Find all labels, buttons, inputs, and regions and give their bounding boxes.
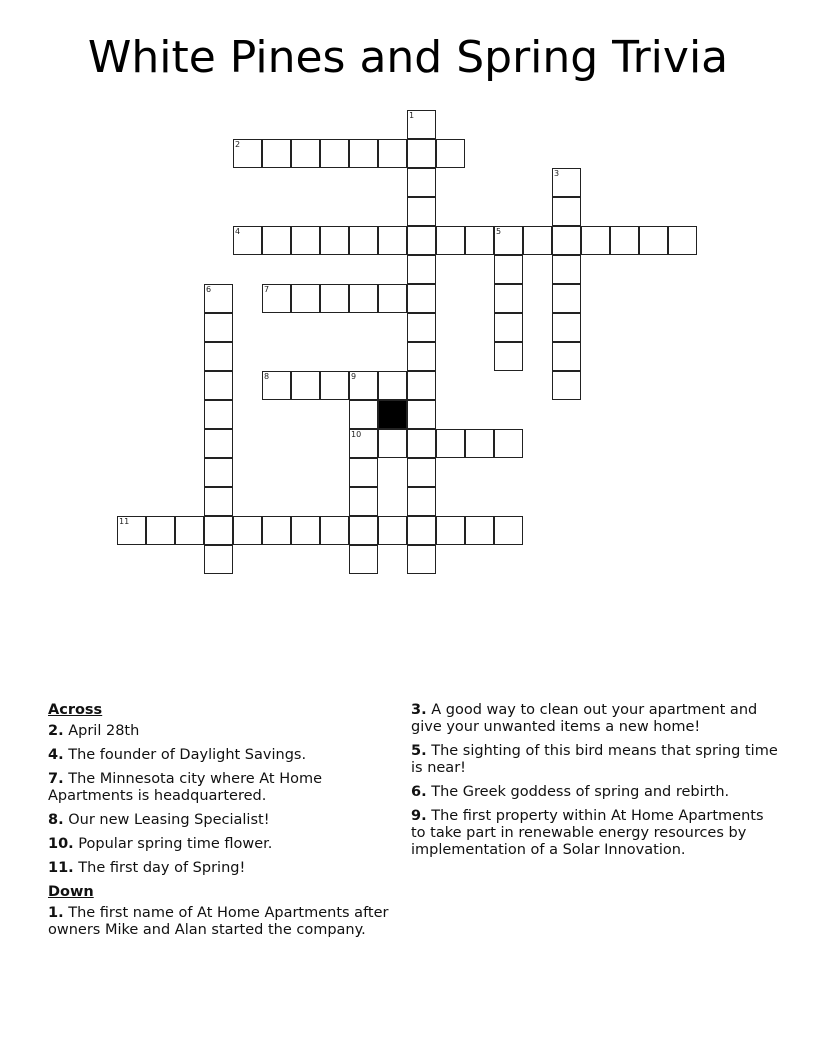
clue-across-4 <box>48 747 398 764</box>
clue-text: Popular spring time flower. <box>73 836 273 852</box>
grid-cell[interactable] <box>552 255 581 284</box>
grid-cell[interactable] <box>465 226 494 255</box>
grid-cell[interactable] <box>349 429 378 458</box>
grid-cell[interactable] <box>407 458 436 487</box>
cell-number: 7 <box>264 285 270 294</box>
clues-right-column <box>411 702 781 866</box>
grid-cell[interactable] <box>262 516 291 545</box>
grid-cell[interactable] <box>291 371 320 400</box>
clue-text: The first property within At Home Apartments to take part in renewable energy resources by implementation of a Solar Innovation. <box>411 808 764 858</box>
grid-cell[interactable] <box>407 226 436 255</box>
grid-cell[interactable] <box>552 313 581 342</box>
grid-cell[interactable] <box>407 168 436 197</box>
clue-down-1 <box>48 905 398 939</box>
grid-cell[interactable] <box>175 516 204 545</box>
clue-number: 11. <box>48 860 74 876</box>
clue-number: 6. <box>411 784 427 800</box>
grid-cell[interactable] <box>349 139 378 168</box>
grid-cell[interactable] <box>204 400 233 429</box>
grid-cell[interactable] <box>552 342 581 371</box>
grid-cell[interactable] <box>204 371 233 400</box>
clue-down-9 <box>411 808 781 859</box>
clue-number: 2. <box>48 723 64 739</box>
grid-cell[interactable] <box>494 226 523 255</box>
clue-down-3 <box>411 702 781 736</box>
clue-text: April 28th <box>63 723 140 739</box>
grid-cell[interactable] <box>378 226 407 255</box>
grid-cell[interactable] <box>349 371 378 400</box>
across-heading: Across <box>48 702 103 718</box>
clue-text: The Greek goddess of spring and rebirth. <box>426 784 730 800</box>
grid-cell[interactable] <box>262 284 291 313</box>
grid-cell[interactable] <box>320 371 349 400</box>
grid-cell[interactable] <box>407 255 436 284</box>
clue-text: The Minnesota city where At Home Apartments is headquartered. <box>48 771 323 804</box>
grid-cell[interactable] <box>407 545 436 574</box>
grid-cell[interactable] <box>349 458 378 487</box>
down-heading: Down <box>48 884 94 900</box>
grid-cell[interactable] <box>407 284 436 313</box>
grid-cell[interactable] <box>291 226 320 255</box>
clue-number: 10. <box>48 836 74 852</box>
clue-across-8 <box>48 812 398 829</box>
grid-cell[interactable] <box>117 516 146 545</box>
grid-cell[interactable] <box>407 487 436 516</box>
cell-number: 8 <box>264 372 270 381</box>
cell-number: 1 <box>409 111 415 120</box>
clue-down-6 <box>411 784 781 801</box>
grid-cell[interactable] <box>349 545 378 574</box>
grid-cell[interactable] <box>610 226 639 255</box>
grid-cell[interactable] <box>378 516 407 545</box>
grid-cell[interactable] <box>320 139 349 168</box>
grid-cell[interactable] <box>552 284 581 313</box>
grid-cell[interactable] <box>262 226 291 255</box>
clue-across-11 <box>48 860 398 877</box>
grid-cell[interactable] <box>262 371 291 400</box>
grid-cell[interactable] <box>233 516 262 545</box>
cell-number: 10 <box>351 430 362 439</box>
cell-number: 11 <box>119 517 130 526</box>
clue-text: The founder of Daylight Savings. <box>63 747 307 763</box>
clue-text: The first name of At Home Apartments after owners Mike and Alan started the company. <box>48 905 389 938</box>
grid-cell[interactable] <box>378 284 407 313</box>
grid-cell[interactable] <box>407 139 436 168</box>
grid-cell[interactable] <box>552 197 581 226</box>
grid-cell[interactable] <box>494 516 523 545</box>
black-cell <box>378 400 407 429</box>
grid-cell[interactable] <box>204 313 233 342</box>
grid-cell[interactable] <box>349 284 378 313</box>
grid-cell[interactable] <box>639 226 668 255</box>
grid-cell[interactable] <box>204 342 233 371</box>
grid-cell[interactable] <box>204 516 233 545</box>
grid-cell[interactable] <box>204 458 233 487</box>
grid-cell[interactable] <box>349 400 378 429</box>
grid-cell[interactable] <box>349 516 378 545</box>
clue-across-10 <box>48 836 398 853</box>
clue-number: 7. <box>48 771 64 787</box>
grid-cell[interactable] <box>349 487 378 516</box>
crossword-grid <box>117 110 717 590</box>
grid-cell[interactable] <box>581 226 610 255</box>
grid-cell[interactable] <box>523 226 552 255</box>
grid-cell[interactable] <box>204 545 233 574</box>
grid-cell[interactable] <box>262 139 291 168</box>
clue-text: A good way to clean out your apartment and give your unwanted items a new home! <box>411 702 758 735</box>
grid-cell[interactable] <box>436 429 465 458</box>
clue-number: 3. <box>411 702 427 718</box>
clue-text: Our new Leasing Specialist! <box>63 812 270 828</box>
cell-number: 3 <box>554 169 560 178</box>
grid-cell[interactable] <box>552 371 581 400</box>
clue-text: The sighting of this bird means that spring time is near! <box>411 743 778 776</box>
cell-number: 9 <box>351 372 357 381</box>
clue-number: 8. <box>48 812 64 828</box>
clue-number: 4. <box>48 747 64 763</box>
grid-cell[interactable] <box>320 226 349 255</box>
clues-left-column <box>48 702 398 946</box>
grid-cell[interactable] <box>436 516 465 545</box>
grid-cell[interactable] <box>552 168 581 197</box>
cell-number: 6 <box>206 285 212 294</box>
clue-text: The first day of Spring! <box>73 860 246 876</box>
grid-cell[interactable] <box>494 284 523 313</box>
grid-cell[interactable] <box>494 313 523 342</box>
grid-cell[interactable] <box>407 197 436 226</box>
grid-cell[interactable] <box>378 429 407 458</box>
grid-cell[interactable] <box>407 516 436 545</box>
grid-cell[interactable] <box>204 487 233 516</box>
clue-number: 1. <box>48 905 64 921</box>
grid-cell[interactable] <box>494 342 523 371</box>
cell-number: 2 <box>235 140 241 149</box>
grid-cell[interactable] <box>320 284 349 313</box>
grid-cell[interactable] <box>465 516 494 545</box>
grid-cell[interactable] <box>291 284 320 313</box>
grid-cell[interactable] <box>378 139 407 168</box>
grid-cell[interactable] <box>291 139 320 168</box>
grid-cell[interactable] <box>436 139 465 168</box>
grid-cell[interactable] <box>204 429 233 458</box>
grid-cell[interactable] <box>233 139 262 168</box>
grid-cell[interactable] <box>465 429 494 458</box>
puzzle-title: White Pines and Spring Trivia <box>87 32 729 83</box>
grid-cell[interactable] <box>668 226 697 255</box>
grid-cell[interactable] <box>494 429 523 458</box>
grid-cell[interactable] <box>407 342 436 371</box>
grid-cell[interactable] <box>233 226 262 255</box>
clue-across-2 <box>48 723 398 740</box>
grid-cell[interactable] <box>349 226 378 255</box>
grid-cell[interactable] <box>378 371 407 400</box>
grid-cell[interactable] <box>407 313 436 342</box>
grid-cell[interactable] <box>436 226 465 255</box>
grid-cell[interactable] <box>146 516 175 545</box>
grid-cell[interactable] <box>204 284 233 313</box>
clue-number: 9. <box>411 808 427 824</box>
grid-cell[interactable] <box>552 226 581 255</box>
grid-cell[interactable] <box>407 110 436 139</box>
cell-number: 4 <box>235 227 241 236</box>
grid-cell[interactable] <box>494 255 523 284</box>
grid-cell[interactable] <box>407 371 436 400</box>
cell-number: 5 <box>496 227 502 236</box>
grid-cell[interactable] <box>291 516 320 545</box>
clue-number: 5. <box>411 743 427 759</box>
clue-down-5 <box>411 743 781 777</box>
grid-cell[interactable] <box>407 400 436 429</box>
clue-across-7 <box>48 771 398 805</box>
grid-cell[interactable] <box>407 429 436 458</box>
grid-cell[interactable] <box>320 516 349 545</box>
